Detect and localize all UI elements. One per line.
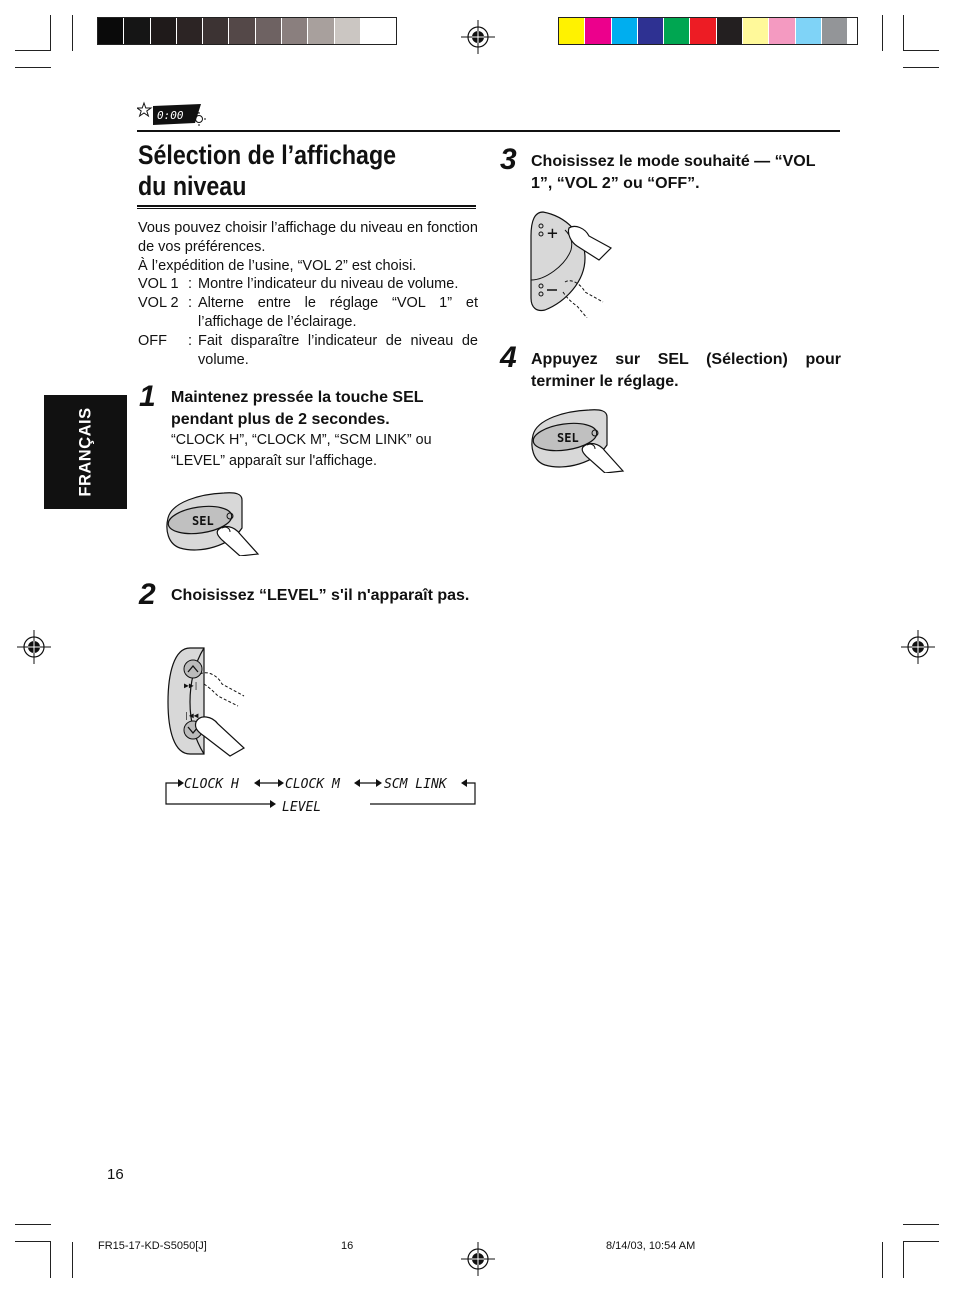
registration-mark-icon (901, 630, 935, 664)
step-instruction: Choisissez “LEVEL” s'il n'apparaît pas. (171, 587, 470, 604)
grayscale-swatch (229, 18, 255, 44)
grayscale-bar (97, 17, 397, 45)
color-swatch (822, 18, 848, 44)
definition-vol1 (138, 275, 478, 294)
color-swatch (743, 18, 769, 44)
page-title: Sélection de l’affichage du niveau (138, 140, 397, 201)
svg-text:+: + (547, 223, 558, 244)
intro-line-2: À l’expédition de l’usine, “VOL 2” est choisi. (138, 257, 417, 274)
sel-button-illustration (525, 405, 635, 473)
header-rule (137, 130, 840, 132)
color-swatch (638, 18, 664, 44)
footer-file: FR15-17-KD-S5050[J] (98, 1240, 207, 1252)
registration-mark-icon (461, 1242, 495, 1276)
definition-desc: Montre l’indicateur du niveau de volume. (198, 276, 459, 293)
color-swatch (717, 18, 743, 44)
cycle-item-level: LEVEL (282, 800, 322, 815)
color-swatch (664, 18, 690, 44)
grayscale-swatch (98, 18, 124, 44)
color-swatch (612, 18, 638, 44)
step-instruction: Appuyez sur SEL (Sélection) pour terminer le réglage. (531, 351, 841, 390)
color-swatch (796, 18, 822, 44)
grayscale-swatch (308, 18, 334, 44)
footer-page: 16 (341, 1240, 354, 1252)
definition-term: VOL 2 (138, 295, 179, 312)
registration-mark-icon (17, 630, 51, 664)
grayscale-swatch (361, 18, 387, 44)
step-number: 4 (500, 341, 517, 374)
registration-mark-icon (461, 20, 495, 54)
definition-desc: Alterne entre le réglage “VOL 1” et l’affichage de l’éclairage. (198, 295, 478, 330)
clock-display-icon (137, 101, 207, 127)
up-down-buttons-illustration (160, 644, 260, 764)
definition-off (138, 332, 478, 370)
svg-text:▶▶|: ▶▶| (184, 681, 199, 690)
grayscale-swatch (177, 18, 203, 44)
step-number: 2 (139, 578, 156, 611)
step-instruction: Choisissez le mode souhaité — “VOL 1”, “VOL 2” ou “OFF”. (531, 153, 816, 192)
grayscale-swatch (124, 18, 150, 44)
page-number: 16 (107, 1166, 124, 1183)
footer-date: 8/14/03, 10:54 AM (606, 1240, 696, 1252)
color-bar (558, 17, 858, 45)
cycle-item-scm-link: SCM LINK (384, 777, 447, 792)
clock-icon-text: 0:00 (157, 109, 184, 122)
intro-text (138, 219, 478, 369)
grayscale-swatch (151, 18, 177, 44)
step-instruction: Maintenez pressée la touche SEL pendant plus de 2 secondes. (171, 389, 424, 428)
definition-desc: Fait disparaître l’indicateur de niveau de volume. (198, 332, 478, 368)
display-cycle-diagram (160, 774, 480, 820)
intro-line-1: Vous pouvez choisir l’affichage du niveau en fonction de vos préférences. (138, 220, 478, 255)
svg-text:|◀◀: |◀◀ (184, 711, 199, 720)
color-swatch (559, 18, 585, 44)
step-number: 3 (500, 143, 517, 176)
definition-separator: : (188, 295, 193, 312)
definition-separator: : (188, 276, 193, 293)
definition-term: VOL 1 (138, 276, 179, 293)
definition-separator: : (188, 332, 193, 349)
grayscale-swatch (335, 18, 361, 44)
grayscale-swatch (256, 18, 282, 44)
cycle-item-clock-h: CLOCK H (184, 777, 239, 792)
color-swatch (769, 18, 795, 44)
grayscale-swatch (282, 18, 308, 44)
sel-button-label: SEL (557, 431, 579, 445)
volume-buttons-illustration (525, 206, 625, 318)
sel-button-illustration (160, 488, 270, 556)
sel-button-label: SEL (192, 514, 214, 528)
color-swatch (690, 18, 716, 44)
color-swatch (585, 18, 611, 44)
language-tab (44, 395, 127, 509)
title-rule (137, 205, 476, 209)
definition-vol2 (138, 294, 478, 332)
cycle-item-clock-m: CLOCK M (285, 777, 340, 792)
grayscale-swatch (203, 18, 229, 44)
step-note: “CLOCK H”, “CLOCK M”, “SCM LINK” ou “LEVEL” apparaît sur l'affichage. (171, 432, 432, 469)
definition-term: OFF (138, 332, 167, 349)
step-number: 1 (139, 380, 156, 413)
language-tab-label: FRANÇAIS (76, 407, 94, 497)
